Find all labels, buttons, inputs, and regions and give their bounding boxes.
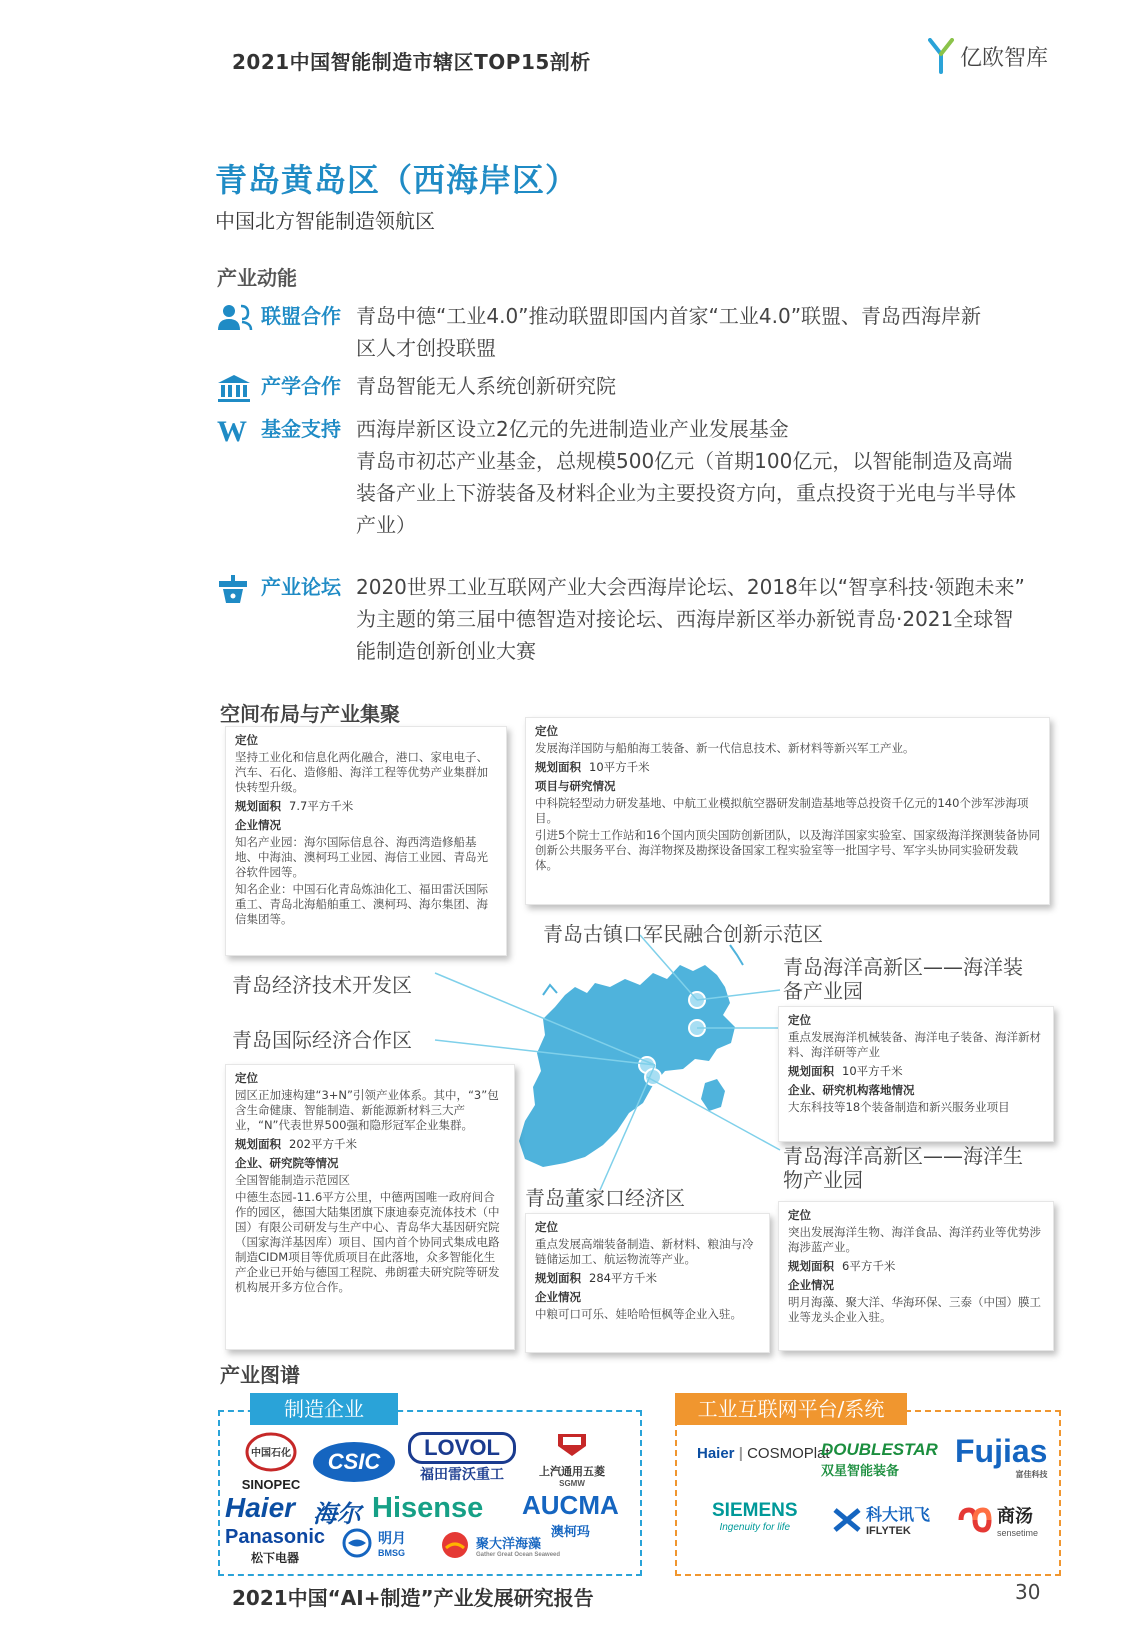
- sensetime-logo-icon: [957, 1507, 993, 1533]
- manufacturing-tag: 制造企业: [250, 1393, 398, 1425]
- section-heading-spatial: 空间布局与产业集聚: [220, 702, 400, 726]
- sensetime-text: sensetime: [997, 1528, 1039, 1538]
- card-text: 中粮可口可乐、娃哈哈恒枫等企业入驻。: [535, 1307, 742, 1321]
- card-label: 规划面积: [535, 1271, 581, 1285]
- brand-sensetime: [957, 1502, 1038, 1538]
- card-text: 坚持工业化和信息化两化融合，港口、家电电子、汽车、石化、造修船、海洋工程等优势产业集群加快转型升级。: [235, 750, 488, 794]
- page-subtitle: 中国北方智能制造领航区: [215, 209, 435, 233]
- brand-bmsg: [342, 1528, 406, 1558]
- card-text: 重点发展高端装备制造、新材料、粮油与冷链储运加工、航运物流等产业。: [535, 1237, 754, 1266]
- card-area-row: [235, 799, 497, 814]
- bmsg-text: BMSG: [378, 1548, 405, 1558]
- zone-name-etdz: 青岛经济技术开发区: [232, 973, 412, 997]
- brand-panasonic: [225, 1526, 325, 1566]
- card-area: 202平方千米: [289, 1137, 357, 1151]
- map-marker: [645, 1069, 661, 1085]
- card-label: 企业情况: [788, 1278, 834, 1292]
- brand-sinopec: [237, 1432, 305, 1496]
- brand-lovol: [408, 1432, 516, 1484]
- card-label: 规划面积: [788, 1064, 834, 1078]
- card-text: 知名企业：中国石化青岛炼油化工、福田雷沃国际重工、青岛北海船舶重工、澳柯玛、海尔集团、海信集团等。: [235, 882, 488, 926]
- zone-name-intl-coop: 青岛国际经济合作区: [232, 1028, 412, 1052]
- sgmw-text: SGMW: [559, 1479, 585, 1488]
- card-label: 企业、研究机构落地情况: [788, 1083, 915, 1097]
- card-area: 7.7平方千米: [289, 799, 354, 813]
- card-text: 大东科技等18个装备制造和新兴服务业项目: [788, 1100, 1010, 1114]
- zone-card-guzhenkou: [525, 717, 1050, 905]
- card-text: 明月海藻、聚大洋、华海环保、三泰（中国）膜工业等龙头企业入驻。: [788, 1295, 1041, 1324]
- panasonic-cn: 松下电器: [251, 1551, 300, 1565]
- brand-cosmoplat: Haier | COSMOPlat: [697, 1445, 830, 1462]
- card-area: 6平方千米: [842, 1259, 896, 1273]
- card-label: 企业情况: [235, 818, 281, 832]
- section-heading-dynamics: 产业动能: [217, 266, 297, 290]
- card-label: 定位: [535, 724, 558, 738]
- footer-title: 2021中国“AI+制造”产业发展研究报告: [232, 1586, 594, 1610]
- zone-name-marine-equipment: [783, 955, 1023, 1003]
- card-label: 定位: [788, 1013, 811, 1027]
- brand-doublestar: [821, 1440, 938, 1479]
- card-label: 企业、研究院等情况: [235, 1156, 339, 1170]
- brand-fujias: [955, 1433, 1047, 1480]
- dynamics-label: 基金支持: [261, 417, 341, 441]
- forum-podium-icon: [215, 573, 255, 605]
- sinopec-logo-icon: [245, 1432, 297, 1472]
- dynamics-line: 2020世界工业互联网产业大会西海岸论坛、2018年以“智享科技·领跑未来”: [356, 575, 1025, 599]
- cosmo-text: COSMOPlat: [747, 1445, 830, 1462]
- doublestar-cn: 双星智能装备: [821, 1463, 900, 1478]
- zone-name-marine-bio: [783, 1144, 1023, 1192]
- fujias-text: Fujias: [955, 1433, 1048, 1469]
- cosmo-haier: Haier: [697, 1445, 735, 1462]
- dynamics-line: 能制造创新创业大赛: [356, 639, 536, 663]
- page-number: 30: [1015, 1580, 1041, 1604]
- zone-name-dongjiakou: 青岛董家口经济区: [525, 1186, 685, 1210]
- card-label: 定位: [788, 1208, 811, 1222]
- brand-judayang: [440, 1530, 560, 1560]
- dynamics-text: [356, 370, 1055, 404]
- dynamics-item-alliance: [215, 300, 1055, 364]
- dynamics-text: [356, 571, 1055, 667]
- card-label: 规划面积: [535, 760, 581, 774]
- section-heading-industry-map: 产业图谱: [220, 1363, 300, 1387]
- card-label: 定位: [235, 1071, 258, 1085]
- page-title: 青岛黄岛区（西海岸区）: [215, 161, 579, 199]
- dynamics-label: 产学合作: [261, 374, 341, 398]
- map-marker: [689, 1020, 705, 1036]
- iflytek-cn: 科大讯飞: [866, 1507, 931, 1524]
- dynamics-item-academia: [215, 370, 1055, 404]
- island-shape: [701, 1079, 725, 1111]
- fund-w-icon: [215, 415, 255, 447]
- dynamics-item-forum: [215, 571, 1055, 667]
- lovol-text: LOVOL: [408, 1432, 516, 1464]
- header-title: 2021中国智能制造市辖区TOP15剖析: [232, 50, 591, 74]
- bmsg-logo-icon: [342, 1528, 372, 1558]
- brand-sgmw: [530, 1428, 614, 1488]
- card-text: 园区正加速构建“3+N”引领产业体系。其中，“3”包含生命健康、智能制造、新能源新材料三大产业，“N”代表世界500强和隐形冠军企业集群。: [235, 1088, 499, 1132]
- sinopec-text: SINOPEC: [241, 1477, 301, 1492]
- dynamics-line: 青岛中德“工业4.0”推动联盟即国内首家“工业4.0”联盟、青岛西海岸新: [356, 304, 982, 328]
- zone-name-line: 青岛海洋高新区——海洋生: [783, 1144, 1023, 1168]
- judayang-text: Gather Great Ocean Seaweed: [476, 1551, 561, 1558]
- dynamics-line: 西海岸新区设立2亿元的先进制造业产业发展基金: [356, 417, 789, 441]
- card-text: 中德生态园-11.6平方公里，中德两国唯一政府间合作的园区，德国大陆集团旗下康迪泰克流体技术（中国）有限公司研发与生产中心、青岛华大基因研究院（国家海洋基因库）项目、国内首个协同式集成电路制造CIDM项目等优质项目在此落地，众多智能化生产企业已开始与德国工程院、弗朗霍夫研究院等研发机构展开多方位合作。: [235, 1190, 500, 1294]
- institution-icon: [215, 372, 255, 404]
- zone-name-line: 备产业园: [783, 979, 863, 1003]
- yiou-logo-icon: [928, 38, 954, 74]
- brand-siemens: [712, 1500, 798, 1533]
- brand-iflytek: [832, 1502, 930, 1537]
- logo: [928, 38, 1048, 74]
- card-area-row: [535, 760, 1040, 775]
- dynamics-line: 青岛市初芯产业基金，总规模500亿元（首期100亿元，以智能制造及高端: [356, 449, 1013, 473]
- card-text: 重点发展海洋机械装备、海洋电子装备、海洋新材料、海洋研等产业: [788, 1030, 1041, 1059]
- card-label: 定位: [235, 733, 258, 747]
- dynamics-text: [356, 413, 1055, 541]
- aucma-text: AUCMA: [522, 1490, 619, 1520]
- panasonic-text: Panasonic: [225, 1526, 326, 1548]
- dynamics-item-fund: [215, 413, 1055, 541]
- fujias-cn: 富佳科技: [1015, 1470, 1048, 1479]
- card-area: 10平方千米: [589, 760, 650, 774]
- card-area-row: [235, 1137, 505, 1152]
- card-area: 10平方千米: [842, 1064, 903, 1078]
- dynamics-line: 青岛智能无人系统创新研究院: [356, 374, 616, 398]
- brand-hisense: Hisense: [372, 1492, 484, 1524]
- dynamics-text: [356, 300, 1055, 364]
- brand-haier: Haier: [225, 1492, 296, 1523]
- zone-card-marine-bio: [778, 1201, 1054, 1351]
- dynamics-line: 产业）: [356, 513, 416, 537]
- card-area-row: [535, 1271, 760, 1286]
- platform-tag: 工业互联网平台/系统: [675, 1393, 907, 1425]
- zone-card-intl-coop: [225, 1064, 515, 1350]
- card-label: 规划面积: [235, 799, 281, 813]
- handshake-people-icon: [215, 302, 255, 334]
- dynamics-label: 联盟合作: [261, 304, 341, 328]
- card-label: 企业情况: [535, 1290, 581, 1304]
- lovol-cn: 福田雷沃重工: [420, 1466, 504, 1482]
- card-text: 发展海洋国防与船舶海工装备、新一代信息技术、新材料等新兴军工产业。: [535, 741, 915, 755]
- sinopec-cn: 中国石化: [251, 1448, 291, 1459]
- sgmw-cn: 上汽通用五菱: [539, 1466, 605, 1478]
- card-area-row: [788, 1064, 1044, 1079]
- zone-card-marine-equipment: [778, 1006, 1054, 1142]
- logo-text: 亿欧智库: [960, 45, 1049, 71]
- judayang-logo-icon: [440, 1530, 470, 1560]
- doublestar-text: DOUBLESTAR: [821, 1440, 938, 1459]
- card-text: 突出发展海洋生物、海洋食品、海洋药业等优势涉海涉蓝产业。: [788, 1225, 1041, 1254]
- dynamics-line: 区人才创投联盟: [356, 336, 496, 360]
- iflytek-text: IFLYTEK: [866, 1525, 911, 1537]
- brand-csic: CSIC: [313, 1442, 395, 1482]
- sensetime-cn: 商汤: [997, 1506, 1033, 1526]
- brand-haier-cn: 海尔: [313, 1501, 361, 1528]
- svg-text:W: W: [217, 415, 247, 447]
- card-label: 规划面积: [788, 1259, 834, 1273]
- card-area-row: [788, 1259, 1044, 1274]
- card-label: 规划面积: [235, 1137, 281, 1151]
- dynamics-line: 为主题的第三届中德智造对接论坛、西海岸新区举办新锐青岛·2021全球智: [356, 607, 1014, 631]
- card-label: 定位: [535, 1220, 558, 1234]
- card-text: 知名产业园：海尔国际信息谷、海西湾造修船基地、中海油、澳柯玛工业园、海信工业园、青岛光谷软件园等。: [235, 835, 488, 879]
- iflytek-logo-icon: [832, 1505, 862, 1535]
- map-marker: [689, 992, 705, 1008]
- siemens-text: SIEMENS: [712, 1500, 798, 1521]
- sgmw-logo-icon: [554, 1428, 590, 1458]
- aucma-cn: 澳柯玛: [550, 1524, 590, 1539]
- bmsg-cn: 明月: [378, 1530, 406, 1546]
- card-label: 项目与研究情况: [535, 779, 616, 793]
- card-area: 284平方千米: [589, 1271, 657, 1285]
- zone-name-line: 物产业园: [783, 1168, 863, 1192]
- zone-name-line: 青岛海洋高新区——海洋装: [783, 955, 1023, 979]
- zone-name-guzhenkou: 青岛古镇口军民融合创新示范区: [543, 922, 823, 946]
- zone-card-dongjiakou: [525, 1213, 770, 1353]
- dynamics-line: 装备产业上下游装备及材料企业为主要投资方向，重点投资于光电与半导体: [356, 481, 1016, 505]
- zone-card-etdz: [225, 726, 507, 956]
- card-text: 中科院轻型动力研发基地、中航工业模拟航空器研发制造基地等总投资千亿元的140个涉军涉海项目。: [535, 796, 1029, 825]
- card-text: 全国智能制造示范园区: [235, 1173, 350, 1187]
- dynamics-label: 产业论坛: [261, 575, 341, 599]
- siemens-sub: Ingenuity for life: [719, 1522, 791, 1533]
- card-text: 引进5个院士工作站和16个国内顶尖国防创新团队，以及海洋国家实验室、国家级海洋探测装备协同创新公共服务平台、海洋物探及勘探设备国家工程实验室等一批国字号、军字头协同实验研发载体。: [535, 828, 1040, 872]
- judayang-cn: 聚大洋海藻: [476, 1535, 542, 1551]
